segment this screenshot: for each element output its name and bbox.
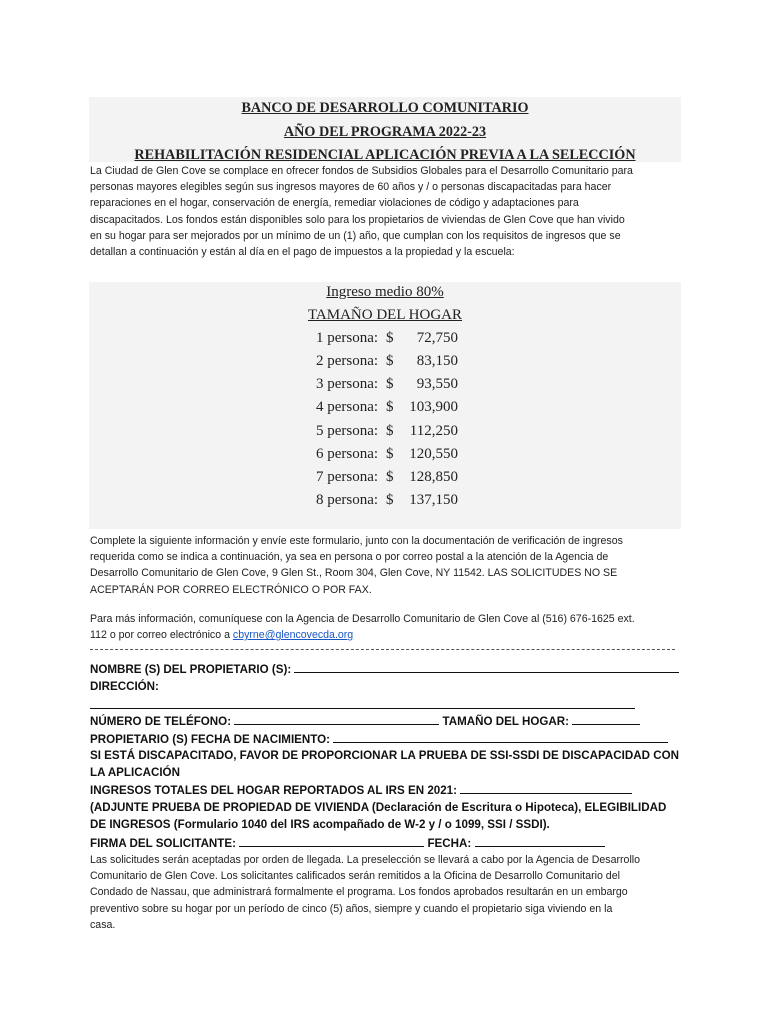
income-row: 6 persona: $ 120,550 [316,446,458,462]
instructions-line: Complete la siguiente información y envíe este formulario, junto con la documentación de verificación de ingresos [90,535,623,547]
intro-line: discapacitados. Los fondos están disponibles solo para los propietarios de viviendas de Glen Cove que han vivido [90,213,625,226]
income-table-title: Ingreso medio 80% [326,284,444,300]
dashed-divider [90,649,675,650]
owner-name-field [90,661,690,679]
address-blank[interactable] [90,697,635,709]
signature-field [90,835,690,853]
instructions-line: requerida como se indica a continuación, ya sea en persona o por correo postal a la atención de la Agencia de [90,551,609,564]
phone-field [90,713,690,731]
household-size-blank[interactable] [572,713,640,725]
income-row: 8 persona: $ 137,150 [316,492,458,508]
intro-line: personas mayores elegibles según sus ingresos mayores de 60 años y / o personas discapacitadas para hacer [90,181,612,194]
irs-income-blank[interactable] [460,782,632,794]
income-row: 3 persona: $ 93,550 [316,376,458,392]
document-title: BANCO DE DESARROLLO COMUNITARIO [241,100,529,116]
instructions-line: ACEPTARÁN POR CORREO ELECTRÓNICO O POR FAX. [90,583,372,596]
closing-paragraph [90,852,685,933]
closing-line: Comunitario de Glen Cove. Los solicitantes calificados serán remitidos a la Oficina de Desarrollo Comunitario del [90,870,620,883]
signature-label: FIRMA DEL SOLICITANTE: [90,837,236,850]
email-link[interactable]: cbyrne@glencovecda.org [232,629,354,642]
closing-line: Condado de Nassau, que administrará formalmente el programa. Los fondos aprobados resultarán en un embargo [90,886,628,899]
date-blank[interactable] [475,835,605,847]
address-blank-row [90,697,690,715]
owner-dob-blank[interactable] [333,731,668,743]
intro-line: en su hogar para ser mejorados por un mínimo de un (1) año, que cumplan con los requisitos de ingresos que se [90,229,621,242]
income-row: 4 persona: $ 103,900 [316,399,458,415]
closing-line: preventivo sobre su hogar por un período de cinco (5) años, siempre y cuando el propietario siga viviendo en la [90,902,613,915]
phone-label: NÚMERO DE TELÉFONO: [90,715,232,728]
application-title: REHABILITACIÓN RESIDENCIAL APLICACIÓN PREVIA A LA SELECCIÓN [134,147,636,163]
income-row: 2 persona: $ 83,150 [316,353,458,369]
irs-income-label: INGRESOS TOTALES DEL HOGAR REPORTADOS AL IRS EN 2021: [90,784,457,797]
phone-blank[interactable] [234,713,439,725]
owner-name-label: NOMBRE (S) DEL PROPIETARIO (S): [90,663,292,676]
income-row: 7 persona: $ 128,850 [316,469,458,485]
address-field [90,679,690,696]
signature-blank[interactable] [239,835,424,847]
program-year: AÑO DEL PROGRAMA 2022-23 [283,124,487,140]
income-table-subtitle: TAMAÑO DEL HOGAR [307,307,463,323]
income-row: 1 persona: $ 72,750 [316,330,458,346]
irs-income-field [90,782,690,800]
contact-line: Para más información, comuníquese con la Agencia de Desarrollo Comunitario de Glen Cove al (516) 676-1625 ext. [90,613,635,625]
intro-line: reparaciones en el hogar, conservación de energía, remediar violaciones de código y adaptaciones para [90,197,579,210]
address-label: DIRECCIÓN: [90,680,159,693]
income-row: 5 persona: $ 112,250 [316,423,458,439]
intro-line: detallan a continuación y están al día en el pago de impuestos a la propiedad y la escuela: [90,246,515,259]
household-size-label: TAMAÑO DEL HOGAR: [442,715,569,728]
attachment-note: (ADJUNTE PRUEBA DE PROPIEDAD DE VIVIENDA (Declaración de Escritura o Hipoteca), ELEGIBILIDAD DE INGRESOS (Formulario 1040 del IRS acompañado de W-2 y / o 1099, SSI / SSDI). [90,801,667,831]
disability-note: SI ESTÁ DISCAPACITADO, FAVOR DE PROPORCIONAR LA PRUEBA DE SSI-SSDI DE DISCAPACIDAD CON LA APLICACIÓN [90,749,679,779]
owner-name-blank[interactable] [294,661,679,673]
owner-dob-field [90,731,690,749]
contact-paragraph [90,611,685,643]
date-label: FECHA: [427,837,472,850]
closing-line: casa. [90,918,116,931]
instructions-paragraph [90,533,685,598]
contact-line: 112 o por correo electrónico a cbyrne@glencovecda.org [90,629,354,642]
intro-paragraph [90,163,685,260]
closing-line: Las solicitudes serán aceptadas por orden de llegada. La preselección se llevará a cabo por la Agencia de Desarrollo [90,854,641,866]
intro-line: La Ciudad de Glen Cove se complace en ofrecer fondos de Subsidios Globales para el Desarrollo Comunitario para [90,165,633,177]
instructions-line: Desarrollo Comunitario de Glen Cove, 9 Glen St., Room 304, Glen Cove, NY 11542. LAS SOLICITUDES NO SE [90,567,618,580]
owner-dob-label: PROPIETARIO (S) FECHA DE NACIMIENTO: [90,733,331,746]
